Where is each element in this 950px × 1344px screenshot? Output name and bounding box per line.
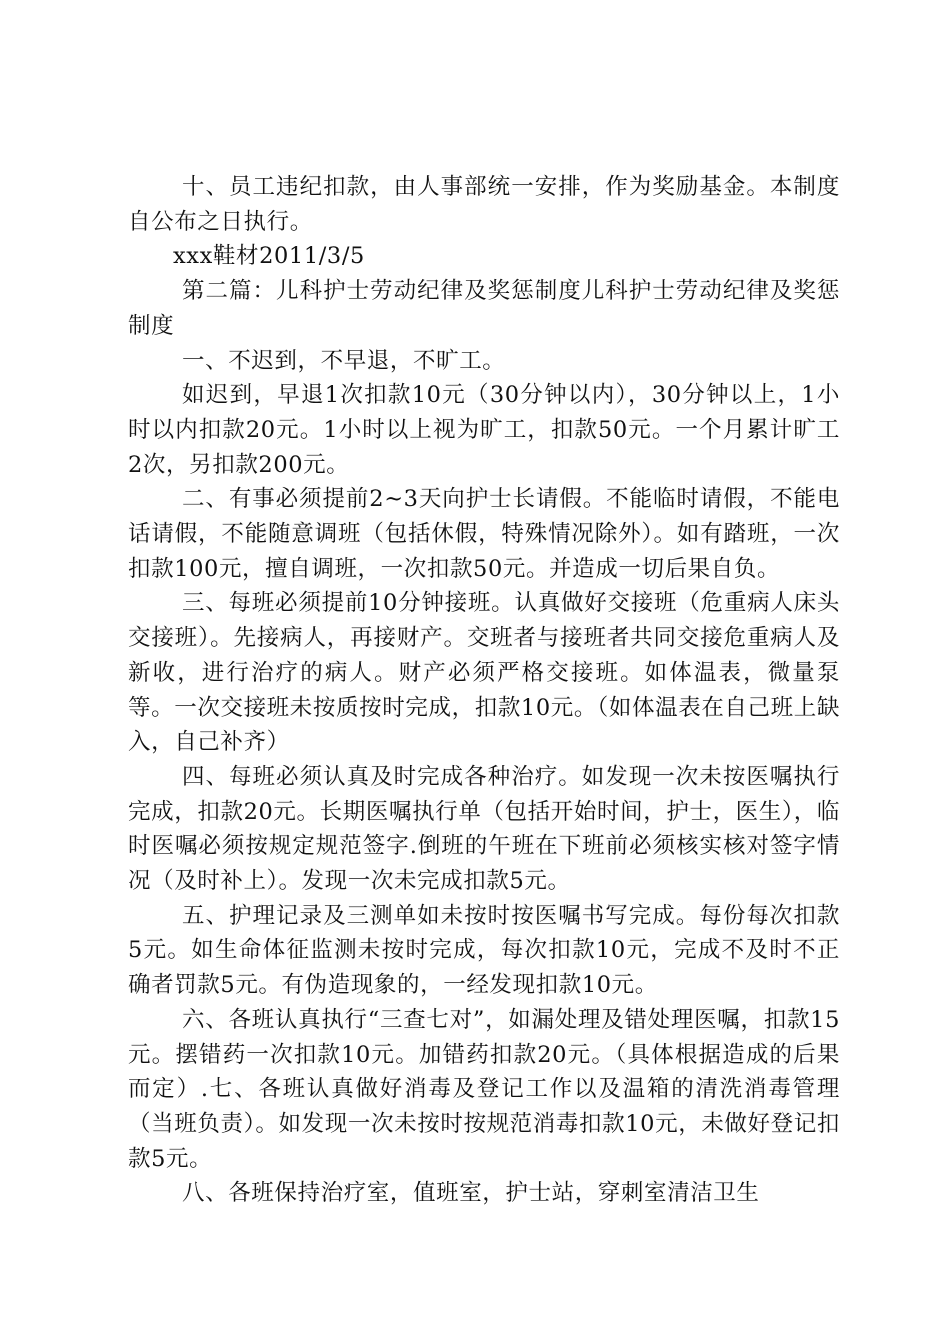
paragraph-rule-3: 三、每班必须提前10分钟接班。认真做好交接班（危重病人床头交接班）。先接病人，再接财产。交班者与接班者共同交接危重病人及新收，进行治疗的病人。财产必须严格交接班。如体温表，微量泵等。一次交接班未按质按时完成，扣款10元。（如体温表在自己班上缺入，自己补齐） <box>128 590 840 756</box>
paragraph-rule-4: 四、每班必须认真及时完成各种治疗。如发现一次未按医嘱执行完成，扣款20元。长期医嘱执行单（包括开始时间，护士，医生），临时医嘱必须按规定规范签字.倒班的午班在下班前必须核实核对签字情况（及时补上）。发现一次未完成扣款5元。 <box>128 763 840 895</box>
paragraph-rule-2: 二、有事必须提前2~3天向护士长请假。不能临时请假，不能电话请假，不能随意调班（包括休假，特殊情况除外）。如有踏班，一次扣款100元，擅自调班，一次扣款50元。并造成一切后果自负。 <box>128 486 840 582</box>
paragraph-article-10: 十、员工违纪扣款，由人事部统一安排，作为奖励基金。本制度自公布之日执行。 <box>128 174 840 235</box>
section-title: 第二篇：儿科护士劳动纪律及奖惩制度儿科护士劳动纪律及奖惩制度 <box>128 278 840 339</box>
paragraph-rule-8: 八、各班保持治疗室，值班室，护士站，穿刺室清洁卫生 <box>182 1180 760 1207</box>
paragraph-rule-1: 一、不迟到，不早退，不旷工。 <box>182 347 506 374</box>
paragraph-rule-6-7: 六、各班认真执行“三查七对”，如漏处理及错处理医嘱，扣款15元。摆错药一次扣款10元。加错药扣款20元。（具体根据造成的后果而定）.七、各班认真做好消毒及登记工作以及温箱的清洗消毒管理（当班负责）。如发现一次未按时按规范消毒扣款10元，未做好登记扣款5元。 <box>128 1006 840 1172</box>
paragraph-rule-5: 五、护理记录及三测单如未按时按医嘱书写完成。每份每次扣款5元。如生命体征监测未按时完成，每次扣款10元，完成不及时不正确者罚款5元。有伪造现象的，一经发现扣款10元。 <box>128 902 840 999</box>
signature-line: xxx鞋材2011/3/5 <box>173 243 365 270</box>
paragraph-rule-1-detail: 如迟到，早退1次扣款10元（30分钟以内），30分钟以上，1小时以内扣款20元。1小时以上视为旷工，扣款50元。一个月累计旷工2次，另扣款200元。 <box>128 382 840 478</box>
document-body <box>128 170 840 1211</box>
